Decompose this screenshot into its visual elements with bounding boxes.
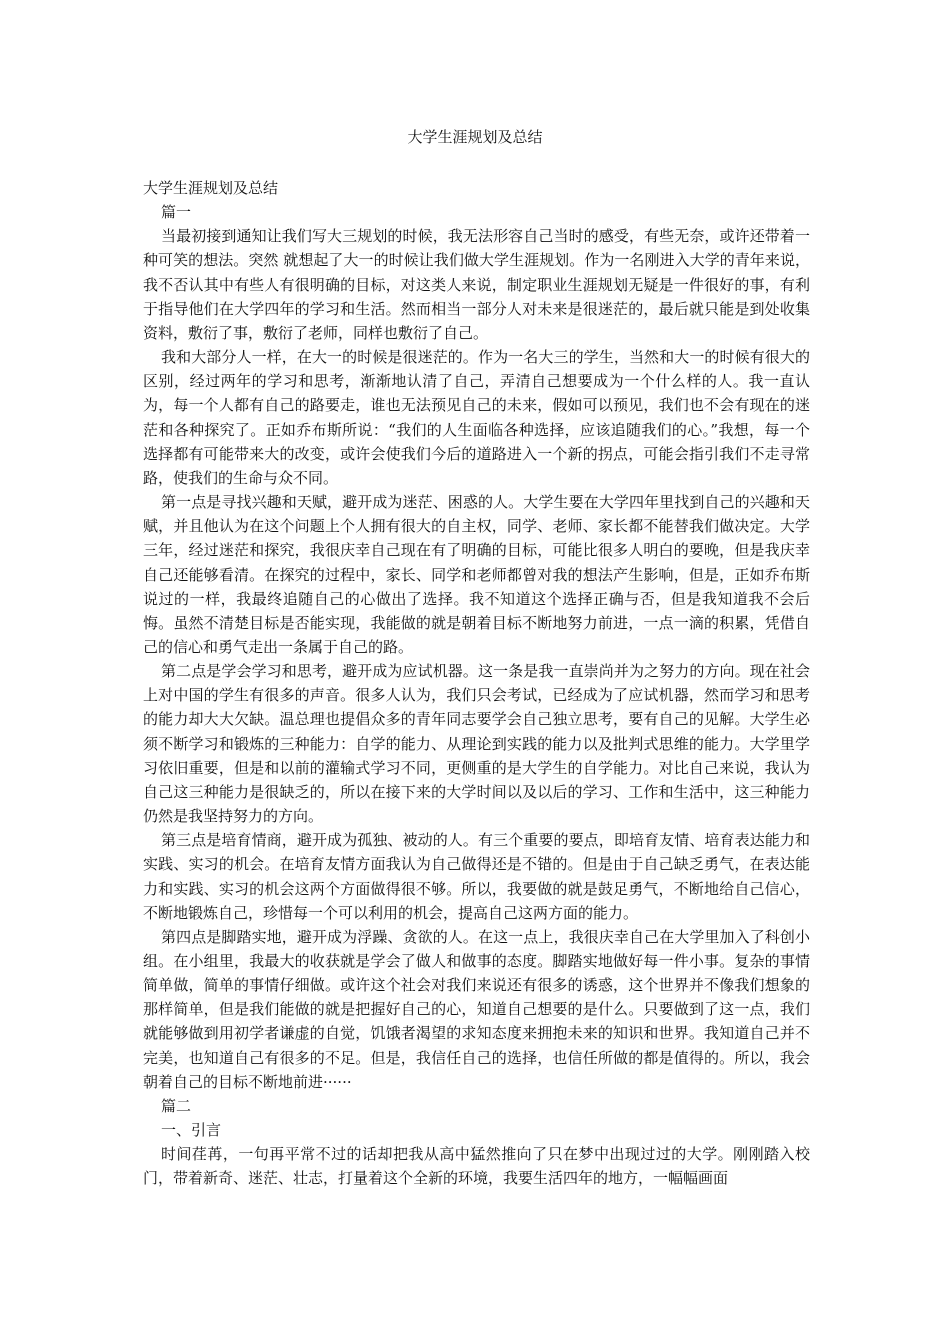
section-heading: 一、引言 xyxy=(161,1121,222,1140)
paragraph: 我和大部分人一样，在大一的时候是很迷茫的。作为一名大三的学生，当然和大一的时候有很大的区别，经过两年的学习和思考，渐渐地认清了自己，弄清自己想要成为一个什么样的人。我一直认为，每一个人都有自己的路要走，谁也无法预见自己的未来，假如可以预见，我们也不会有现在的迷茫和各种探究了。正如乔布斯所说：“我们的人生面临各种选择，应该追随我们的心。”我想，每一个选择都有可能带来大的改变，或许会使我们今后的道路进入一个新的拐点，可能会指引我们不走寻常路，使我们的生命与众不同。 xyxy=(143,348,810,487)
paragraph: 第四点是脚踏实地，避开成为浮躁、贪欲的人。在这一点上，我很庆幸自己在大学里加入了科创小组。在小组里，我最大的收获就是学会了做人和做事的态度。脚踏实地做好每一件小事。复杂的事情简单做，简单的事情仔细做。或许这个社会对我们来说还有很多的诱惑，这个世界并不像我们想象的那样简单，但是我们能做的就是把握好自己的心，知道自己想要的是什么。只要做到了这一点，我们就能够做到用初学者谦虚的自觉，饥饿者渴望的求知态度来拥抱未来的知识和世界。我知道自己并不完美，也知道自己有很多的不足。但是，我信任自己的选择，也信任所做的都是值得的。所以，我会朝着自己的目标不断地前进······ xyxy=(143,927,810,1091)
part-label-1: 篇一 xyxy=(161,203,192,222)
paragraph: 第二点是学会学习和思考，避开成为应试机器。这一条是我一直崇尚并为之努力的方向。现在社会上对中国的学生有很多的声音。很多人认为，我们只会考试，已经成为了应试机器，然而学习和思考的能力却大大欠缺。温总理也提倡众多的青年同志要学会自己独立思考，要有自己的见解。大学生必须不断学习和锻炼的三种能力：自学的能力、从理论到实践的能力以及批判式思维的能力。大学里学习依旧重要，但是和以前的灌输式学习不同，更侧重的是大学生的自学能力。对比自己来说，我认为自己这三种能力是很缺乏的，所以在接下来的大学时间以及以后的学习、工作和生活中，这三种能力仍然是我坚持努力的方向。 xyxy=(143,662,810,826)
paragraph: 当最初接到通知让我们写大三规划的时候，我无法形容自己当时的感受，有些无奈，或许还带着一种可笑的想法。突然 就想起了大一的时候让我们做大学生涯规划。作为一名刚进入大学的青年来说，我不否认其中有些人有很明确的目标，对这类人来说，制定职业生涯规划无疑是一件很好的事，有利于指导他们在大学四年的学习和生活。然而相当一部分人对未来是很迷茫的，最后就只能是到处收集资料，敷衍了事，敷衍了老师，同样也敷衍了自己。 xyxy=(143,227,810,342)
paragraph: 第三点是培育情商，避开成为孤独、被动的人。有三个重要的要点，即培育友情、培育表达能力和实践、实习的机会。在培育友情方面我认为自己做得还是不错的。但是由于自己缺乏勇气，在表达能力和实践、实习的机会这两个方面做得很不够。所以，我要做的就是鼓足勇气，不断地给自己信心，不断地锻炼自己，珍惜每一个可以利用的机会，提高自己这两方面的能力。 xyxy=(143,831,810,922)
paragraph: 时间荏苒，一句再平常不过的话却把我从高中猛然推向了只在梦中出现过过的大学。刚刚踏入校门，带着新奇、迷茫、壮志，打量着这个全新的环境，我要生活四年的地方，一幅幅画面 xyxy=(143,1145,810,1188)
paragraph: 第一点是寻找兴趣和天赋，避开成为迷茫、困惑的人。大学生要在大学四年里找到自己的兴趣和天赋，并且他认为在这个问题上个人拥有很大的自主权，同学、老师、家长都不能替我们做决定。大学三年，经过迷茫和探究，我很庆幸自己现在有了明确的目标，可能比很多人明白的要晚，但是我庆幸自己还能够看清。在探究的过程中，家长、同学和老师都曾对我的想法产生影响，但是，正如乔布斯说过的一样，我最终追随自己的心做出了选择。我不知道这个选择正确与否，但是我知道我不会后悔。虽然不清楚目标是否能实现，我能做的就是朝着目标不断地努力前进，一点一滴的积累，凭借自己的信心和勇气走出一条属于自己的路。 xyxy=(143,493,810,656)
document-body xyxy=(143,176,810,1191)
part-label-2: 篇二 xyxy=(161,1096,192,1115)
document-subtitle: 大学生涯规划及总结 xyxy=(143,179,279,197)
page-title: 大学生涯规划及总结 xyxy=(407,128,543,146)
